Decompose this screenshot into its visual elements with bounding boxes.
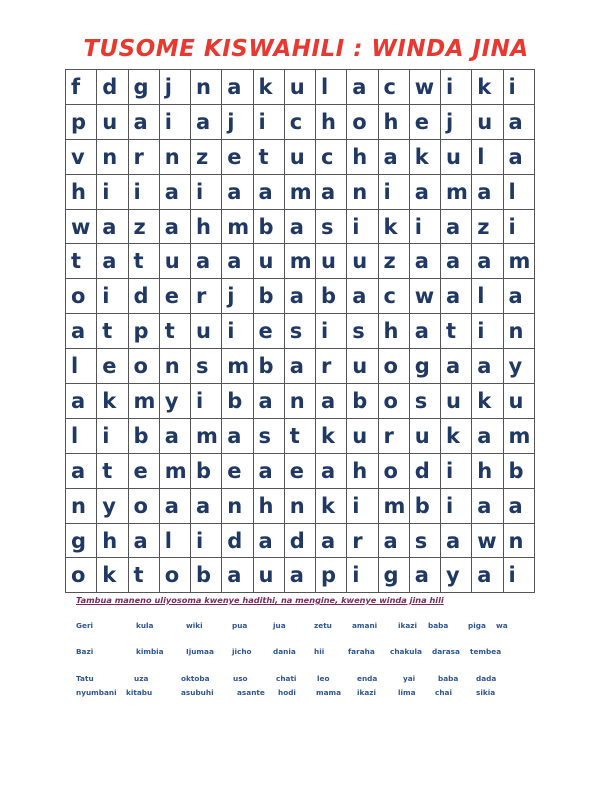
grid-cell[interactable]: a [97,209,128,244]
grid-cell[interactable]: i [222,314,253,349]
grid-cell[interactable]: u [284,139,315,174]
grid-cell[interactable]: i [191,384,222,419]
grid-cell[interactable]: a [159,418,190,453]
word-item: chakula [390,647,422,656]
grid-cell[interactable]: n [66,488,97,523]
grid-cell[interactable]: a [316,523,347,558]
grid-cell[interactable]: h [347,139,378,174]
grid-cell[interactable]: o [128,488,159,523]
grid-cell[interactable]: b [253,279,284,314]
grid-cell[interactable]: e [128,453,159,488]
grid-cell[interactable]: a [503,488,534,523]
grid-cell[interactable]: n [503,523,534,558]
grid-cell[interactable]: a [441,349,472,384]
grid-cell[interactable]: u [409,418,440,453]
grid-cell[interactable]: y [159,384,190,419]
instruction-text: Tambua maneno uliyosoma kwenye hadithi, na mengine, kwenye winda jina hili [76,595,444,605]
grid-cell[interactable]: a [472,488,503,523]
word-item: uso [233,674,248,683]
grid-cell[interactable]: u [347,349,378,384]
grid-cell[interactable]: a [222,418,253,453]
word-item: ikazi [357,688,377,697]
word-item: sikia [476,688,496,697]
word-item: kula [136,621,154,630]
grid-cell[interactable]: v [66,139,97,174]
word-search-grid [65,69,535,593]
grid-cell[interactable]: z [378,244,409,279]
grid-row [66,70,535,105]
grid-cell[interactable]: m [378,488,409,523]
grid-cell[interactable]: c [316,139,347,174]
grid-cell[interactable]: a [316,384,347,419]
grid-cell[interactable]: i [472,314,503,349]
grid-cell[interactable]: h [347,453,378,488]
grid-cell[interactable]: a [284,209,315,244]
grid-cell[interactable]: l [66,418,97,453]
word-item: jicho [232,647,252,656]
grid-cell[interactable]: s [347,314,378,349]
grid-cell[interactable]: k [316,488,347,523]
word-item: kimbia [136,647,164,656]
grid-cell[interactable]: j [441,104,472,139]
grid-cell[interactable]: n [191,70,222,105]
grid-cell[interactable]: p [66,104,97,139]
word-item: asubuhi [181,688,214,697]
grid-cell[interactable]: a [222,70,253,105]
grid-cell[interactable]: t [128,558,159,593]
grid-cell[interactable]: a [159,488,190,523]
word-item: mama [316,688,342,697]
grid-cell[interactable]: u [253,244,284,279]
grid-cell[interactable]: a [128,104,159,139]
word-item: ikazi [398,621,418,630]
grid-cell[interactable]: e [253,314,284,349]
word-item: Tatu [76,674,94,683]
grid-cell[interactable]: l [472,139,503,174]
grid-cell[interactable]: m [284,244,315,279]
grid-cell[interactable]: s [409,384,440,419]
grid-cell[interactable]: l [472,279,503,314]
grid-cell[interactable]: e [222,139,253,174]
grid-cell[interactable]: i [97,174,128,209]
grid-cell[interactable]: i [97,418,128,453]
grid-cell[interactable]: b [253,209,284,244]
grid-cell[interactable]: a [472,418,503,453]
grid-cell[interactable]: a [347,279,378,314]
grid-cell[interactable]: c [284,104,315,139]
grid-row [66,418,535,453]
grid-cell[interactable]: m [159,453,190,488]
grid-cell[interactable]: a [472,174,503,209]
grid-cell[interactable]: s [253,418,284,453]
grid-cell[interactable]: w [472,523,503,558]
grid-cell[interactable]: t [253,139,284,174]
grid-cell[interactable]: a [253,384,284,419]
word-item: Geri [76,621,94,630]
grid-cell[interactable]: a [253,174,284,209]
grid-cell[interactable]: e [97,349,128,384]
grid-cell[interactable]: t [128,244,159,279]
word-item: hii [314,647,325,656]
word-item: asante [237,688,265,697]
grid-cell[interactable]: a [409,558,440,593]
grid-cell[interactable]: j [159,70,190,105]
grid-cell[interactable]: a [316,453,347,488]
word-item: Ijumaa [186,647,214,656]
grid-cell[interactable]: g [66,523,97,558]
grid-cell[interactable]: a [347,70,378,105]
grid-cell[interactable]: m [503,418,534,453]
grid-cell[interactable]: a [441,523,472,558]
grid-cell[interactable]: o [159,558,190,593]
grid-cell[interactable]: g [378,558,409,593]
grid-cell[interactable]: d [97,70,128,105]
word-item: leo [317,674,330,683]
grid-cell[interactable]: l [316,70,347,105]
grid-cell[interactable]: o [66,558,97,593]
word-item: Bazi [76,647,94,656]
grid-cell[interactable]: i [441,70,472,105]
grid-cell[interactable]: o [347,104,378,139]
grid-cell[interactable]: o [378,384,409,419]
grid-cell[interactable]: c [378,70,409,105]
word-item: lima [398,688,416,697]
grid-cell[interactable]: y [441,558,472,593]
grid-cell[interactable]: o [66,279,97,314]
grid-cell[interactable]: b [222,384,253,419]
grid-cell[interactable]: i [253,104,284,139]
grid-cell[interactable]: i [191,523,222,558]
grid-cell[interactable]: r [316,349,347,384]
word-item: pua [232,621,248,630]
word-item: oktoba [181,674,210,683]
grid-cell[interactable]: i [441,488,472,523]
grid-cell[interactable]: a [191,244,222,279]
word-item: yai [403,674,416,683]
grid-cell[interactable]: a [409,314,440,349]
grid-cell[interactable]: k [472,70,503,105]
grid-cell[interactable]: a [159,209,190,244]
grid-cell[interactable]: a [441,279,472,314]
grid-cell[interactable]: i [441,453,472,488]
grid-cell[interactable]: a [503,139,534,174]
grid-cell[interactable]: a [409,244,440,279]
grid-cell[interactable]: h [66,174,97,209]
word-item: baba [438,674,459,683]
page-title: TUSOME KISWAHILI : WINDA JINA [83,36,529,62]
grid-cell[interactable]: h [378,104,409,139]
grid-cell[interactable]: i [347,488,378,523]
grid-cell[interactable]: u [284,70,315,105]
grid-cell[interactable]: a [253,453,284,488]
grid-cell[interactable]: o [378,453,409,488]
grid-cell[interactable]: a [191,488,222,523]
grid-cell[interactable]: p [316,558,347,593]
grid-cell[interactable]: t [97,314,128,349]
word-item: jua [273,621,286,630]
grid-cell[interactable]: n [503,314,534,349]
grid-cell[interactable]: a [284,279,315,314]
grid-cell[interactable]: s [284,314,315,349]
grid-row [66,139,535,174]
grid-row [66,453,535,488]
grid-cell[interactable]: n [347,174,378,209]
grid-cell[interactable]: n [159,349,190,384]
grid-cell[interactable]: m [191,418,222,453]
grid-cell[interactable]: i [503,558,534,593]
grid-cell[interactable]: a [253,523,284,558]
grid-cell[interactable]: u [191,314,222,349]
grid-cell[interactable]: h [191,209,222,244]
grid-row [66,209,535,244]
grid-cell[interactable]: a [222,558,253,593]
grid-cell[interactable]: a [66,384,97,419]
grid-cell[interactable]: h [472,453,503,488]
grid-cell[interactable]: u [97,104,128,139]
grid-cell[interactable]: a [409,174,440,209]
grid-cell[interactable]: b [347,384,378,419]
grid-cell[interactable]: u [316,244,347,279]
grid-cell[interactable]: r [378,418,409,453]
grid-cell[interactable]: e [409,104,440,139]
grid-cell[interactable]: k [441,418,472,453]
grid-cell[interactable]: p [128,314,159,349]
grid-row [66,349,535,384]
grid-cell[interactable]: m [441,174,472,209]
grid-cell[interactable]: i [159,104,190,139]
word-item: nyumbani [76,688,117,697]
grid-cell[interactable]: i [128,174,159,209]
grid-cell[interactable]: a [378,523,409,558]
grid-cell[interactable]: l [159,523,190,558]
word-item: faraha [348,647,375,656]
grid-cell[interactable]: t [441,314,472,349]
grid-cell[interactable]: a [222,244,253,279]
word-item: kitabu [126,688,153,697]
grid-cell[interactable]: a [222,174,253,209]
grid-cell[interactable]: a [316,174,347,209]
word-item: dania [273,647,296,656]
grid-cell[interactable]: u [253,558,284,593]
grid-cell[interactable]: u [347,418,378,453]
grid-cell[interactable]: m [284,174,315,209]
grid-cell[interactable]: m [128,384,159,419]
grid-cell[interactable]: d [222,523,253,558]
grid-row [66,558,535,593]
grid-cell[interactable]: i [347,209,378,244]
grid-cell[interactable]: a [472,349,503,384]
grid-cell[interactable]: h [316,104,347,139]
grid-cell[interactable]: h [97,523,128,558]
grid-cell[interactable]: i [316,314,347,349]
word-item: wiki [186,621,203,630]
grid-cell[interactable]: a [378,139,409,174]
grid-cell[interactable]: m [222,349,253,384]
grid-cell[interactable]: n [97,139,128,174]
word-item: tembea [470,647,502,656]
grid-cell[interactable]: t [159,314,190,349]
grid-cell[interactable]: o [378,349,409,384]
grid-cell[interactable]: s [191,349,222,384]
grid-cell[interactable]: s [409,523,440,558]
grid-cell[interactable]: m [503,244,534,279]
grid-cell[interactable]: k [378,209,409,244]
grid-cell[interactable]: a [97,244,128,279]
word-item: dada [476,674,497,683]
grid-row [66,174,535,209]
grid-cell[interactable]: h [378,314,409,349]
grid-cell[interactable]: w [66,209,97,244]
grid-cell[interactable]: i [347,558,378,593]
grid-row [66,314,535,349]
grid-cell[interactable]: i [378,174,409,209]
grid-cell[interactable]: i [191,174,222,209]
grid-cell[interactable]: r [347,523,378,558]
grid-cell[interactable]: z [191,139,222,174]
grid-cell[interactable]: a [284,349,315,384]
grid-cell[interactable]: l [503,174,534,209]
grid-cell[interactable]: m [222,209,253,244]
grid-cell[interactable]: a [191,104,222,139]
word-item: chati [276,674,297,683]
word-item: amani [352,621,378,630]
grid-cell[interactable]: g [409,349,440,384]
grid-cell[interactable]: d [128,279,159,314]
grid-cell[interactable]: e [222,453,253,488]
grid-cell[interactable]: u [159,244,190,279]
grid-cell[interactable]: k [97,384,128,419]
grid-cell[interactable]: u [441,139,472,174]
grid-cell[interactable]: a [503,104,534,139]
grid-cell[interactable]: w [409,279,440,314]
grid-cell[interactable]: a [472,244,503,279]
grid-cell[interactable]: f [66,70,97,105]
grid-cell[interactable]: e [159,279,190,314]
grid-cell[interactable]: y [503,349,534,384]
grid-cell[interactable]: o [128,349,159,384]
grid-cell[interactable]: j [222,279,253,314]
grid-cell[interactable]: g [128,70,159,105]
grid-cell[interactable]: z [472,209,503,244]
grid-cell[interactable]: s [316,209,347,244]
grid-cell[interactable]: h [253,488,284,523]
word-item: zetu [314,621,332,630]
grid-cell[interactable]: e [284,453,315,488]
grid-cell[interactable]: n [284,384,315,419]
grid-cell[interactable]: a [441,244,472,279]
grid-cell[interactable]: a [503,279,534,314]
grid-cell[interactable]: k [316,418,347,453]
grid-cell[interactable]: w [409,70,440,105]
grid-cell[interactable]: b [409,488,440,523]
word-item: baba [428,621,449,630]
grid-cell[interactable]: n [284,488,315,523]
grid-cell[interactable]: u [472,104,503,139]
word-item: uza [134,674,149,683]
grid-cell[interactable]: a [66,453,97,488]
grid-cell[interactable]: k [253,70,284,105]
grid-cell[interactable]: t [284,418,315,453]
grid-row [66,488,535,523]
grid-cell[interactable]: l [66,349,97,384]
grid-cell[interactable]: i [503,209,534,244]
grid-cell[interactable]: d [284,523,315,558]
grid-cell[interactable]: a [159,174,190,209]
grid-cell[interactable]: b [128,418,159,453]
grid-cell[interactable]: i [409,209,440,244]
grid-row [66,523,535,558]
grid-cell[interactable]: k [97,558,128,593]
grid-cell[interactable]: i [503,70,534,105]
grid-cell[interactable]: a [66,314,97,349]
grid-row [66,384,535,419]
grid-cell[interactable]: r [191,279,222,314]
word-item: chai [435,688,452,697]
grid-row [66,279,535,314]
word-item: piga [468,621,486,630]
grid-cell[interactable]: r [128,139,159,174]
grid-cell[interactable]: b [316,279,347,314]
grid-cell[interactable]: j [222,104,253,139]
grid-cell[interactable]: a [128,523,159,558]
grid-cell[interactable]: t [66,244,97,279]
grid-cell[interactable]: k [409,139,440,174]
grid-cell[interactable]: z [128,209,159,244]
grid-cell[interactable]: u [347,244,378,279]
word-item: hodi [278,688,296,697]
grid-cell[interactable]: b [503,453,534,488]
grid-cell[interactable]: b [253,349,284,384]
grid-cell[interactable]: a [284,558,315,593]
word-item: enda [357,674,378,683]
grid-cell[interactable]: n [159,139,190,174]
grid-cell[interactable]: u [441,384,472,419]
grid-cell[interactable]: t [97,453,128,488]
word-item: darasa [432,647,460,656]
grid-cell[interactable]: b [191,558,222,593]
grid-cell[interactable]: i [97,279,128,314]
grid-cell[interactable]: c [378,279,409,314]
grid-cell[interactable]: y [97,488,128,523]
word-item: wa [496,621,508,630]
grid-cell[interactable]: a [441,209,472,244]
grid-cell[interactable]: b [191,453,222,488]
grid-row [66,104,535,139]
grid-cell[interactable]: n [222,488,253,523]
grid-cell[interactable]: d [409,453,440,488]
grid-cell[interactable]: k [472,384,503,419]
grid-cell[interactable]: a [472,558,503,593]
grid-row [66,244,535,279]
grid-cell[interactable]: u [503,384,534,419]
